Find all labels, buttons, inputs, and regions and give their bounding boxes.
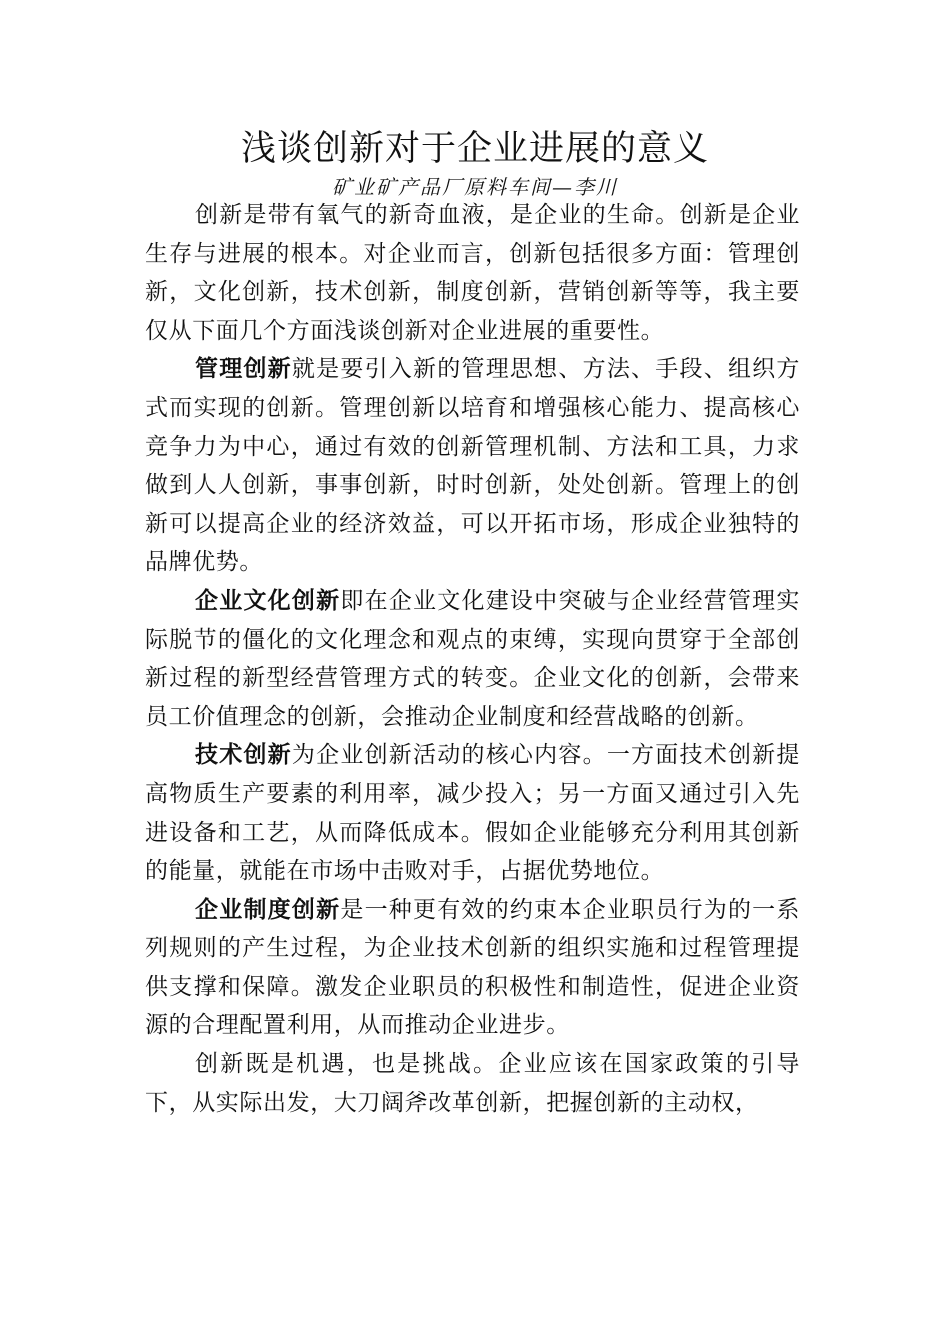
paragraph-intro xyxy=(145,196,800,350)
paragraph-heading: 技术创新 xyxy=(195,741,292,769)
document-byline: 矿业矿产品厂原料车间—李川 xyxy=(332,175,618,199)
paragraph-text: 是一种更有效的约束本企业职员行为的一系列规则的产生过程，为企业技术创新的组织实施和过程管理提供支撑和保障。激发企业职员的积极性和制造性，促进企业资源的合理配置利用，从而推动企业进步。 xyxy=(145,896,800,1039)
document-body xyxy=(145,196,800,1122)
paragraph-text: 为企业创新活动的核心内容。一方面技术创新提高物质生产要素的利用率，减少投入；另一方面又通过引入先进设备和工艺，从而降低成本。假如企业能够充分利用其创新的能量，就能在市场中击败对手，占据优势地位。 xyxy=(145,742,800,885)
paragraph-culture-innovation xyxy=(145,582,800,736)
paragraph-conclusion xyxy=(145,1045,800,1122)
paragraph-system-innovation xyxy=(145,891,800,1045)
paragraph-text: 就是要引入新的管理思想、方法、手段、组织方式而实现的创新。管理创新以培育和增强核心能力、提高核心竞争力为中心，通过有效的创新管理机制、方法和工具，力求做到人人创新，事事创新，时时创新，处处创新。管理上的创新可以提高企业的经济效益，可以开拓市场，形成企业独特的品牌优势。 xyxy=(145,356,800,576)
paragraph-text: 即在企业文化建设中突破与企业经营管理实际脱节的僵化的文化理念和观点的束缚，实现向贯穿于全部创新过程的新型经营管理方式的转变。企业文化的创新，会带来员工价值理念的创新，会推动企业制度和经营战略的创新。 xyxy=(145,587,800,730)
paragraph-heading: 企业制度创新 xyxy=(195,895,341,923)
paragraph-management-innovation xyxy=(145,350,800,582)
document-title: 浅谈创新对于企业进展的意义 xyxy=(240,129,709,169)
paragraph-text: 创新既是机遇，也是挑战。企业应该在国家政策的引导下，从实际出发，大刀阔斧改革创新，把握创新的主动权， xyxy=(145,1051,800,1116)
paragraph-heading: 企业文化创新 xyxy=(195,586,341,614)
paragraph-heading: 管理创新 xyxy=(195,355,292,383)
paragraph-text: 创新是带有氧气的新奇血液，是企业的生命。创新是企业生存与进展的根本。对企业而言，创新包括很多方面：管理创新，文化创新，技术创新，制度创新，营销创新等等，我主要仅从下面几个方面浅谈创新对企业进展的重要性。 xyxy=(145,202,800,344)
paragraph-technology-innovation xyxy=(145,736,800,890)
